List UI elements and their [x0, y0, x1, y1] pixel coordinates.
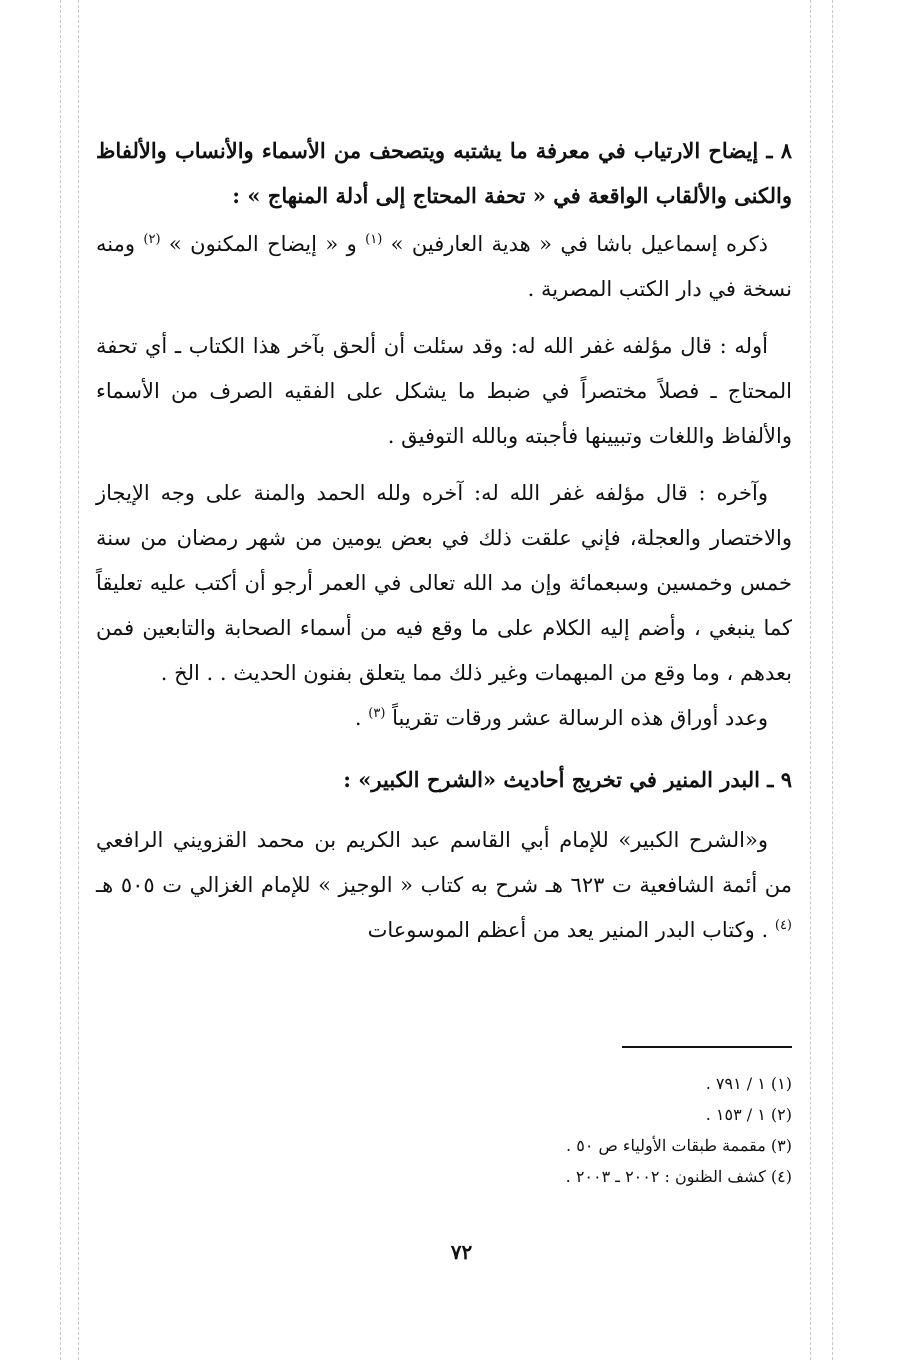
- footnote-4: (٤) كشف الظنون : ٢٠٠٢ ـ ٢٠٠٣ .: [565, 1167, 792, 1186]
- margin-guide-right: [810, 0, 811, 1360]
- footnote-ref-1[interactable]: (١): [365, 232, 383, 247]
- margin-guide-inner-left: [60, 0, 61, 1360]
- entry-8-count: [96, 696, 792, 741]
- entry-9-heading: ٩ ـ البدر المنير في تخريج أحاديث «الشرح الكبير» :: [343, 767, 792, 792]
- margin-guide-inner-right: [832, 0, 833, 1360]
- entry-8-ending: وآخره : قال مؤلفه غفر الله له: آخره ولله الحمد والمنة على وجه الإيجاز والاختصار والعجلة، فإني علقت ذلك في بعض يومين من شهر رمضان من سنة خمس وخمسين وسبعمائة وإن مد الله تعالى في العمر أرجو أن أكتب عليه تعليقاً كما ينبغي ، وأضم إليه الكلام على ما وقع فيه من أسماء الصحابة والتابعين فمن بعدهم ، وما وقع من المبهمات وغير ذلك مما يتعلق بفنون الحديث . . الخ .: [96, 481, 792, 685]
- entry-8-heading: ٨ ـ إيضاح الارتياب في معرفة ما يشتبه ويتصحف من الأسماء والأنساب والألفاظ والكنى والألقاب الواقعة في « تحفة المحتاج إلى أدلة المنهاج » :: [96, 138, 792, 208]
- footnote-2: (٢) ١ / ١٥٣ .: [705, 1105, 792, 1124]
- entry-9-text-b: . وكتاب البدر المنير يعد من أعظم الموسوعات: [367, 918, 769, 942]
- entry-9-text-a: و«الشرح الكبير» للإمام أبي القاسم عبد الكريم بن محمد القزويني الرافعي من أئمة الشافعية ت ٦٢٣ هـ شرح به كتاب « الوجيز » للإمام الغزالي ت ٥٠٥ هـ: [96, 828, 792, 897]
- footnotes: [420, 1068, 792, 1192]
- entry-9-paragraph: [96, 818, 792, 953]
- mention-text-c: ومنه نسخة في دار الكتب المصرية .: [96, 232, 792, 301]
- entry-8-mention: [96, 222, 792, 312]
- footnote-separator: [622, 1046, 792, 1048]
- footnote-ref-4[interactable]: (٤): [774, 918, 792, 933]
- count-text: وعدد أوراق هذه الرسالة عشر ورقات تقريباً: [392, 706, 768, 730]
- margin-guide-left: [78, 0, 79, 1360]
- footnote-3: (٣) مقممة طبقات الأولياء ص ٥٠ .: [566, 1136, 792, 1155]
- footnote-1: (١) ١ / ٧٩١ .: [705, 1074, 792, 1093]
- page-number: ٧٢: [450, 1240, 473, 1264]
- count-end: .: [354, 706, 362, 730]
- mention-text-b: و « إيضاح المكنون »: [168, 232, 357, 256]
- footnote-ref-2[interactable]: (٢): [143, 232, 161, 247]
- page-body: [96, 128, 792, 953]
- mention-text-a: ذكره إسماعيل باشا في « هدية العارفين »: [390, 232, 768, 256]
- footnote-ref-3[interactable]: (٣): [368, 706, 386, 721]
- entry-8-opening: أوله : قال مؤلفه غفر الله له: وقد سئلت أن ألحق بآخر هذا الكتاب ـ أي تحفة المحتاج ـ فصلاً مختصراً في ضبط ما يشكل على الفقيه الصرف من الأسماء والألفاظ واللغات وتبيينها فأجبته وبالله التوفيق .: [96, 334, 792, 448]
